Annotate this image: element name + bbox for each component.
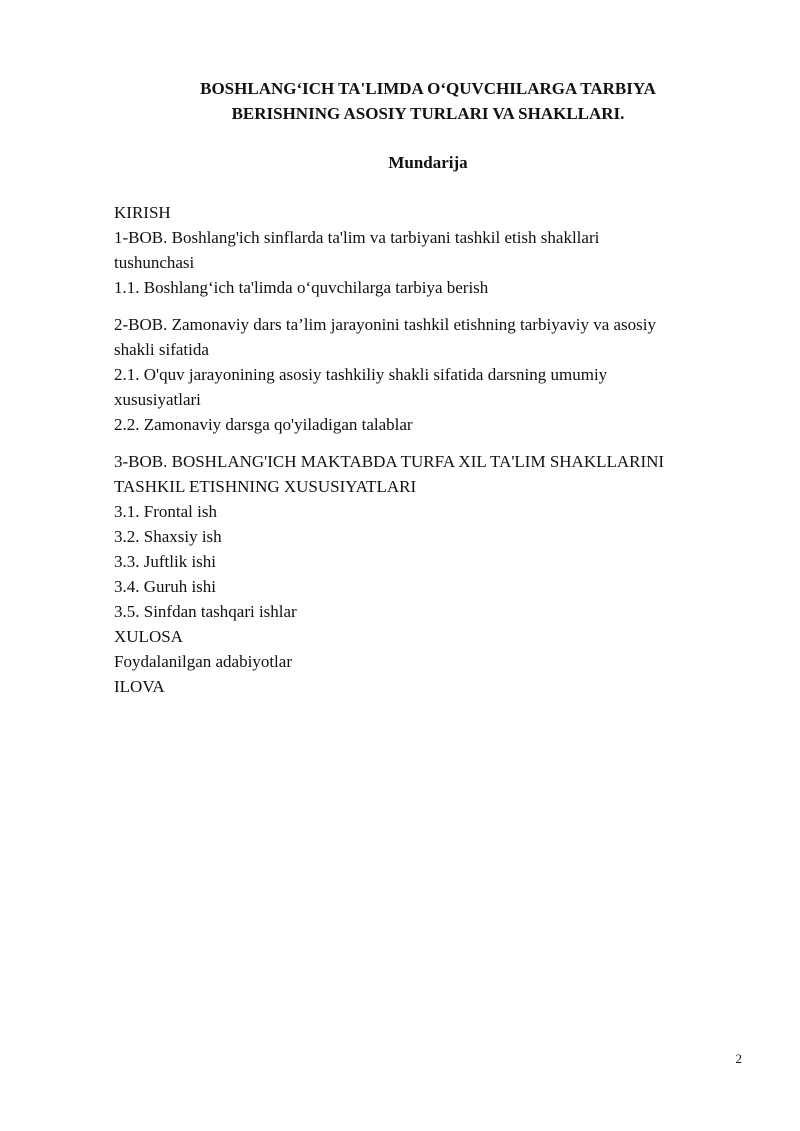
toc-entry: XULOSA [114, 627, 183, 646]
contents-heading: Mundarija [388, 153, 468, 172]
toc-entry: 2-BOB. Zamonaviy dars ta’lim jarayonini tashkil etishning tarbiyaviy va asosiy [114, 315, 657, 334]
toc-entry: xususiyatlari [114, 390, 201, 409]
toc-entry: ILOVA [114, 677, 165, 696]
document-title [120, 76, 736, 126]
toc-entry: 3-BOB. BOSHLANG'ICH MAKTABDA TURFA XIL TA'LIM SHAKLLARINI [114, 452, 665, 471]
page-number: 2 [735, 1051, 742, 1066]
table-of-contents [114, 200, 744, 699]
toc-entry: 3.4. Guruh ishi [114, 577, 216, 596]
toc-entry: 3.3. Juftlik ishi [114, 552, 217, 571]
toc-entry: 3.5. Sinfdan tashqari ishlar [114, 602, 297, 621]
toc-entry: 1-BOB. Boshlang'ich sinflarda ta'lim va tarbiyani tashkil etish shakllari [114, 228, 600, 247]
toc-entry: 3.2. Shaxsiy ish [114, 527, 222, 546]
toc-entry: tushunchasi [114, 253, 195, 272]
toc-entry: 1.1. Boshlang‘ich ta'limda o‘quvchilarga tarbiya berish [114, 278, 489, 297]
title-line-1: BOSHLANG‘ICH TA'LIMDA O‘QUVCHILARGA TARBIYA [200, 79, 656, 98]
toc-entry: TASHKIL ETISHNING XUSUSIYATLARI [114, 477, 417, 496]
title-line-2: BERISHNING ASOSIY TURLARI VA SHAKLLARI. [231, 104, 625, 123]
toc-entry: 3.1. Frontal ish [114, 502, 217, 521]
toc-entry: 2.2. Zamonaviy darsga qo'yiladigan talablar [114, 415, 413, 434]
toc-entry: KIRISH [114, 203, 171, 222]
toc-entry: 2.1. O'quv jarayonining asosiy tashkiliy shakli sifatida darsning umumiy [114, 365, 608, 384]
toc-entry: Foydalanilgan adabiyotlar [114, 652, 292, 671]
toc-entry: shakli sifatida [114, 340, 209, 359]
